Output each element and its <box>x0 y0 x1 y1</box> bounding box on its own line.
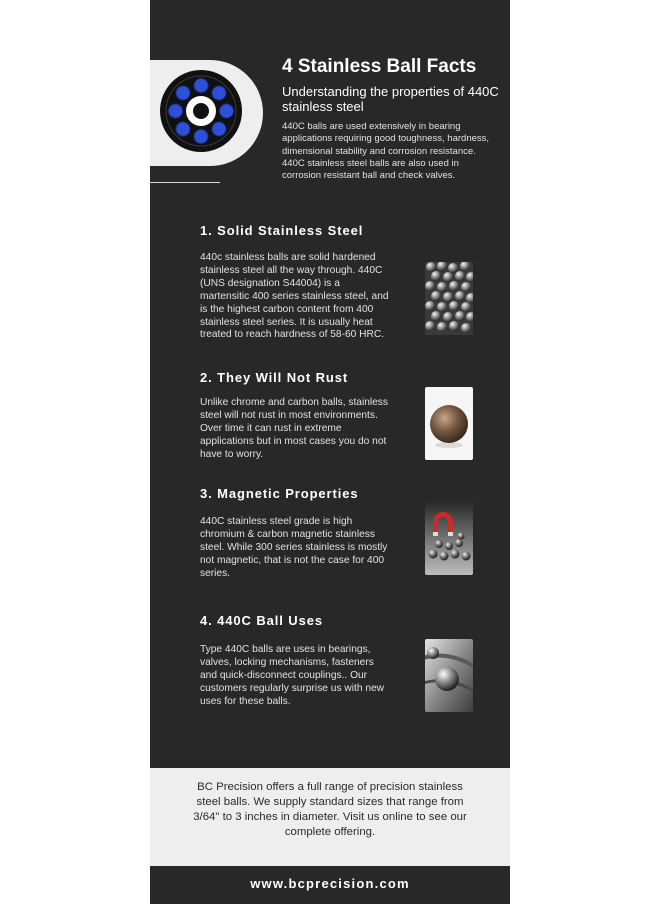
page-subtitle: Understanding the properties of 440C stainless steel <box>282 84 499 114</box>
magnet-balls-image <box>425 502 473 575</box>
section-body-magnetic: 440C stainless steel grade is high chromium & carbon magnetic stainless steel. While 300 series stainless is mostly not magnetic, that is not the case for 400 series. <box>200 516 388 579</box>
section-body-solid-stainless: 440c stainless balls are solid hardened stainless steel all the way through. 440C (UNS designation S44004) is a martensitic 400 series stainless steel, and is the highest carbon content from 400 stainless steel series. It is usually heat treated to reach hardness of 58-60 HRC. <box>200 252 389 341</box>
header-divider <box>150 182 220 183</box>
section-heading-no-rust: 2. They Will Not Rust <box>200 370 349 385</box>
steel-balls-pile-image <box>425 262 473 335</box>
ball-bearing-icon <box>159 69 243 153</box>
section-heading-uses: 4. 440C Ball Uses <box>200 613 323 628</box>
section-body-uses: Type 440C balls are uses in bearings, valves, locking mechanisms, fasteners and quick-disconnect couplings.. Our customers regularly surprise us with new uses for these balls. <box>200 644 385 707</box>
footer-paragraph: BC Precision offers a full range of precision stainless steel balls. We supply standard sizes that range from 3/64" to 3 inches in diameter. Visit us online to see our complete offering. <box>193 781 467 838</box>
bronze-ball-image <box>425 387 473 460</box>
section-body-no-rust: Unlike chrome and carbon balls, stainless steel will not rust in most environments. Over time it can rust in extreme applications but in most cases you do not have to worry. <box>200 397 388 460</box>
section-heading-magnetic: 3. Magnetic Properties <box>200 486 359 501</box>
website-link[interactable]: www.bcprecision.com <box>250 876 410 891</box>
intro-paragraph: 440C balls are used extensively in bearing applications requiring good toughness, hardness, dimensional stability and corrosion resistance. 440C stainless steel balls are also used in corrosion resistant ball and check valves. <box>282 121 490 182</box>
page-title: 4 Stainless Ball Facts <box>282 56 477 77</box>
bearing-race-image <box>425 639 473 712</box>
section-heading-solid-stainless: 1. Solid Stainless Steel <box>200 223 364 238</box>
